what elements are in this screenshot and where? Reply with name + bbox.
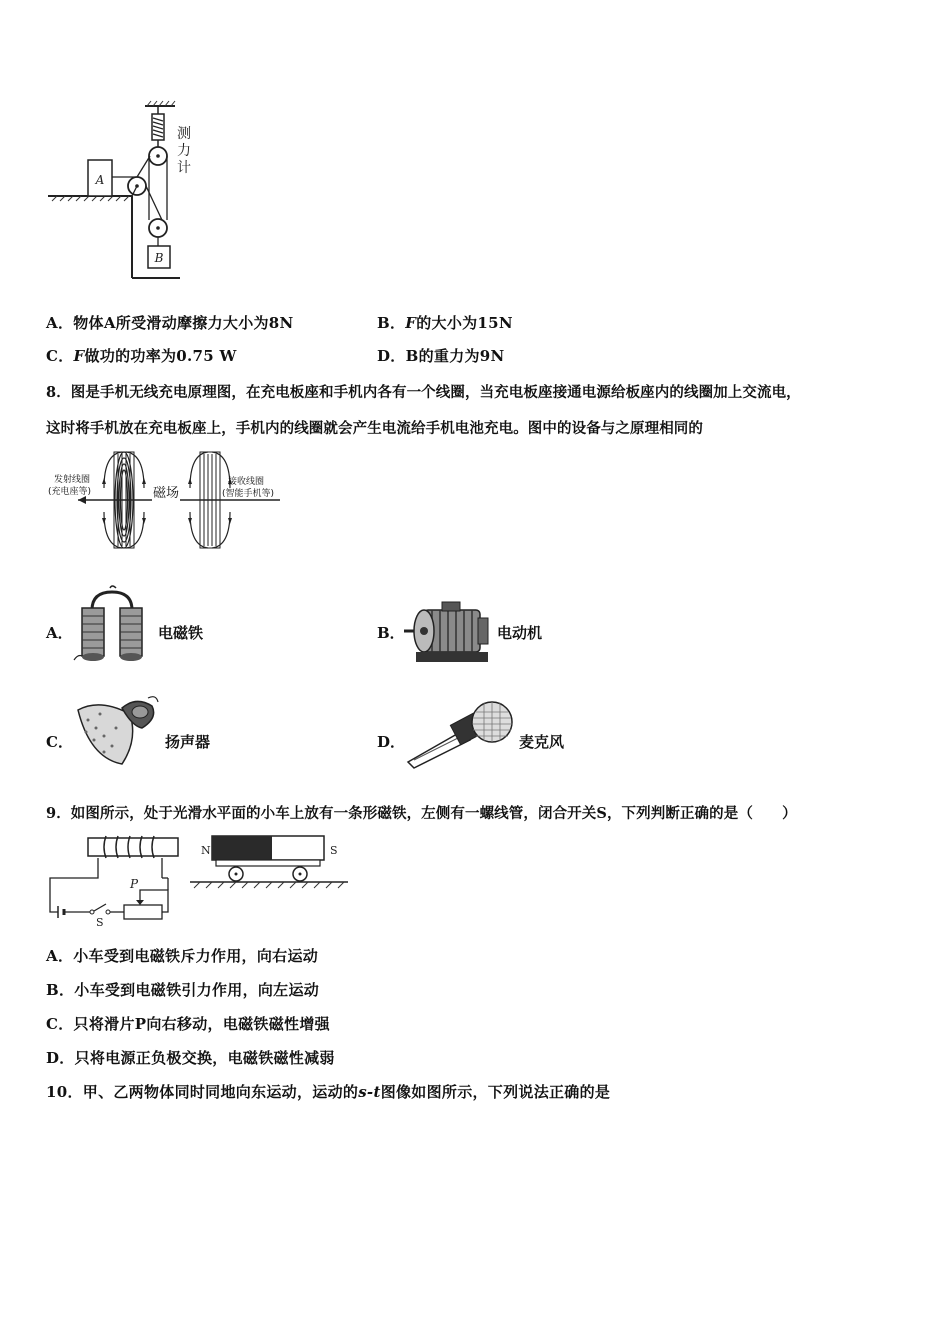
q7-option-c[interactable] xyxy=(46,345,237,366)
q9-magnet-s-label: S xyxy=(330,844,338,857)
q8-option-a-name: 电磁铁 xyxy=(158,624,204,642)
q7-option-b-text: 的大小为15N xyxy=(416,314,513,332)
q8-right-coil-label-1: 接收线圈 xyxy=(228,477,265,487)
q8-option-a-letter[interactable]: A． xyxy=(46,624,73,642)
q10-stem-suffix: 图像如图所示，下列说法正确的是 xyxy=(380,1083,611,1101)
q9-option-d[interactable] xyxy=(46,1047,335,1068)
q7-option-d-letter: D． xyxy=(377,347,406,365)
q8-option-c-letter[interactable]: C． xyxy=(46,733,73,751)
q7-option-c-text: 做功的功率为0.75 W xyxy=(84,347,237,365)
q8-left-coil-label-2: (充电座等) xyxy=(48,487,92,497)
q9-slider-p-label: P xyxy=(130,877,139,891)
q10-stem-var: s-t xyxy=(358,1083,381,1101)
q9-option-c-text: 只将滑片P向右移动，电磁铁磁性增强 xyxy=(73,1015,330,1033)
q9-magnet-n-label: N xyxy=(201,844,211,857)
q9-option-a-letter: A． xyxy=(46,947,74,965)
q7-option-c-var: F xyxy=(73,347,85,365)
q8-stem-line2: 这时将手机放在充电板座上，手机内的线圈就会产生电流给手机电池充电。图中的设备与之原理相同的 xyxy=(46,420,703,437)
q9-option-d-text: 只将电源正负极交换，电磁铁磁性减弱 xyxy=(74,1049,335,1067)
q9-circuit-figure xyxy=(44,832,354,928)
q8-option-d-letter[interactable]: D． xyxy=(377,733,406,751)
q7-option-b-letter: B． xyxy=(377,314,406,332)
q8-option-b-name: 电动机 xyxy=(497,624,543,642)
q8-coil-figure xyxy=(44,448,290,556)
q9-option-a[interactable] xyxy=(46,945,318,966)
q7-option-a-letter: A． xyxy=(46,314,74,332)
q7-option-d[interactable] xyxy=(377,345,505,366)
q8-option-d-name: 麦克风 xyxy=(519,733,565,751)
q8-option-b-letter[interactable]: B． xyxy=(377,624,405,642)
loudspeaker-icon xyxy=(74,692,160,768)
q9-option-b[interactable] xyxy=(46,979,319,1000)
q9-stem: 9．如图所示，处于光滑水平面的小车上放有一条形磁铁，左侧有一螺线管，闭合开关S，下列判断正确的是（ ） xyxy=(46,805,797,822)
q7-option-c-letter: C． xyxy=(46,347,74,365)
q9-option-c[interactable] xyxy=(46,1013,330,1034)
q7-block-a-label: A xyxy=(95,173,105,187)
q10-stem xyxy=(46,1081,610,1102)
q9-switch-s-label: S xyxy=(96,916,104,928)
q7-option-b[interactable] xyxy=(377,312,513,333)
q7-meter-label: 测力计 xyxy=(177,126,191,176)
q9-option-d-letter: D． xyxy=(46,1049,75,1067)
q7-block-b-label: B xyxy=(154,251,164,265)
q10-stem-prefix: 10．甲、乙两物体同时同地向东运动，运动的 xyxy=(46,1083,359,1101)
electromagnet-icon xyxy=(70,584,154,666)
q8-option-c-name: 扬声器 xyxy=(165,733,211,751)
q7-option-a[interactable] xyxy=(46,312,294,333)
microphone-icon xyxy=(404,700,516,770)
q7-option-a-text: 物体A所受滑动摩擦力大小为8N xyxy=(73,314,294,332)
q8-stem-line1: 8．图是手机无线充电原理图，在充电板座和手机内各有一个线圈，当充电板座接通电源给板座内的线圈加上交流电， xyxy=(46,384,801,401)
q8-magnetic-field-label: 磁场 xyxy=(152,482,180,501)
q8-left-coil-label-1: 发射线圈 xyxy=(54,475,91,485)
q7-option-d-text: B的重力为9N xyxy=(405,347,505,365)
q9-option-a-text: 小车受到电磁铁斥力作用，向右运动 xyxy=(73,947,319,965)
q9-option-c-letter: C． xyxy=(46,1015,74,1033)
q9-option-b-text: 小车受到电磁铁引力作用，向左运动 xyxy=(74,981,320,999)
electric-motor-icon xyxy=(402,598,494,668)
q9-option-b-letter: B． xyxy=(46,981,75,999)
q8-right-coil-label-2: (智能手机等) xyxy=(222,489,275,499)
q7-option-b-var: F xyxy=(405,314,417,332)
